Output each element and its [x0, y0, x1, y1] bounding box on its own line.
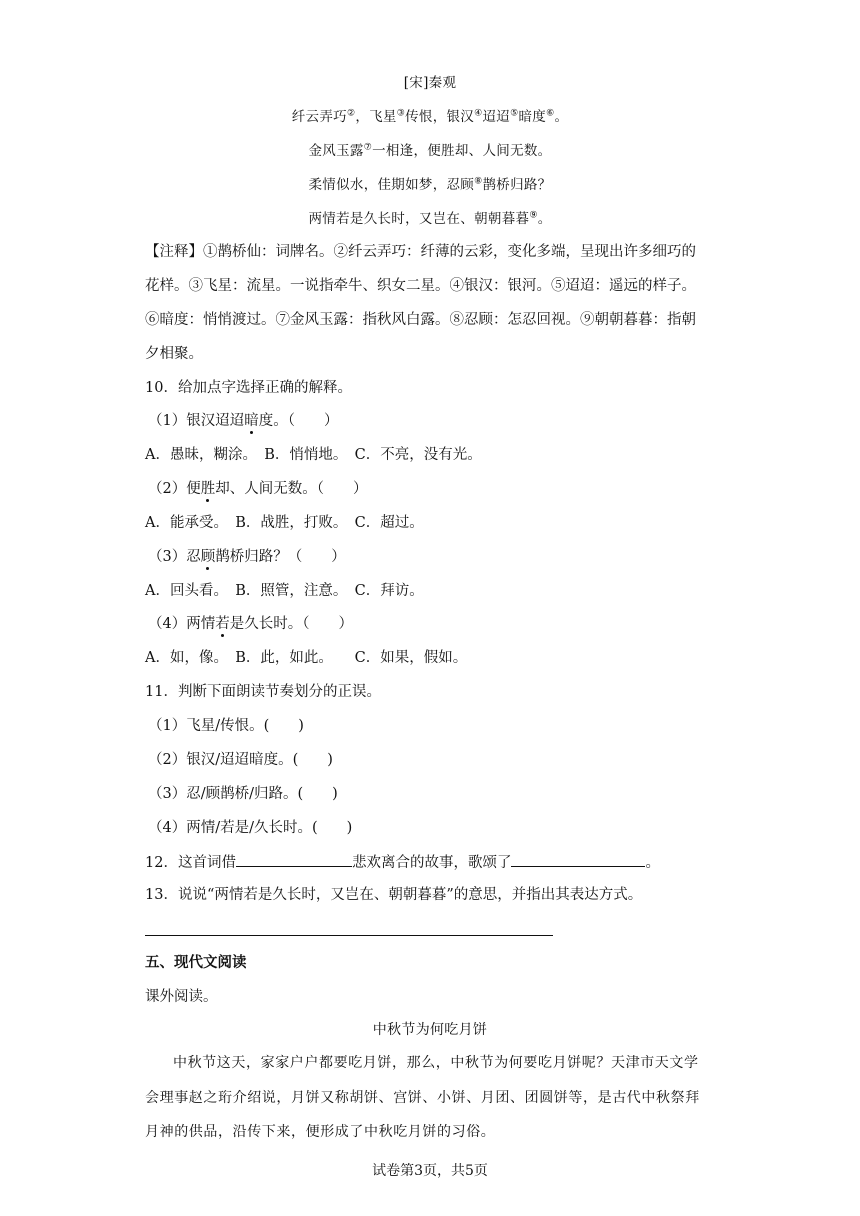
dotted-char: 若 — [215, 616, 230, 632]
dotted-char: 胜 — [200, 481, 216, 497]
question-10-options-1: A．愚昧，糊涂。 B．悄悄地。 C．不亮，没有光。 — [145, 447, 482, 463]
question-10-options-2: A．能承受。 B．战胜，打败。 C．超过。 — [145, 515, 424, 531]
poem-text: 鹊桥归路？ — [482, 177, 552, 193]
notes-line: 夕相聚。 — [145, 346, 203, 362]
question-11-item-4: （4）两情/若是/久长时。( ) — [148, 820, 353, 836]
page-footer: 试卷第3页，共5页 — [372, 1163, 488, 1179]
answer-blank-1[interactable] — [236, 851, 352, 867]
footnote-marker: ④ — [474, 108, 483, 119]
question-11-item-3: （3）忍/顾鹊桥/归路。( ) — [148, 786, 338, 802]
question-13: 13．说说“两情若是久长时，又岂在、朝朝暮暮”的意思，并指出其表达方式。 — [145, 887, 643, 903]
footnote-marker: ⑧ — [474, 176, 483, 187]
article-paragraph-line: 中秋节这天，家家户户都要吃月饼，那么，中秋节为何要吃月饼呢？天津市天文学 — [173, 1055, 699, 1071]
question-10-item-3: （3）忍顾鹊桥归路？（ ） — [148, 549, 346, 565]
poem-text: 金风玉露 — [308, 143, 364, 159]
question-10-item-2: （2）便胜却、人间无数。（ ） — [148, 481, 368, 497]
poem-text: 两情若是久长时，又岂在、朝朝暮暮 — [308, 211, 530, 227]
question-12: 12．这首词借 悲欢离合的故事，歌颂了 。 — [145, 851, 660, 873]
question-10-title: 10．给加点字选择正确的解释。 — [145, 380, 352, 396]
article-paragraph-line: 会理事赵之珩介绍说，月饼又称胡饼、宫饼、小饼、月团、团圆饼等，是古代中秋祭拜 — [145, 1090, 700, 1106]
poem-text: 传恨，银汉 — [405, 109, 475, 125]
notes-line: ⑥暗度：悄悄渡过。⑦金风玉露：指秋风白露。⑧忍顾：怎忍回视。⑨朝朝暮暮：指朝 — [145, 312, 696, 328]
poem-line-3 — [0, 175, 860, 195]
dotted-char: 顾 — [200, 549, 216, 565]
question-10-item-4: （4）两情若是久长时。（ ） — [148, 616, 353, 632]
poem-text: 柔情似水，佳期如梦，忍顾 — [308, 177, 475, 193]
poem-text: 迢迢 — [482, 109, 511, 125]
answer-line[interactable] — [145, 935, 553, 936]
question-11-title: 11．判断下面朗读节奏划分的正误。 — [145, 684, 381, 700]
poem-text: 纤云弄巧 — [291, 109, 347, 125]
poem-line-4 — [0, 209, 860, 229]
poem-line-1 — [0, 107, 860, 127]
question-10-options-3: A．回头看。 B．照管，注意。 C．拜访。 — [145, 583, 424, 599]
footnote-marker: ⑨ — [529, 210, 538, 221]
footnote-marker: ② — [346, 108, 356, 119]
answer-blank-2[interactable] — [511, 851, 645, 867]
footnote-marker: ⑤ — [510, 108, 519, 119]
footnote-marker: ③ — [396, 108, 406, 119]
poem-text: 。 — [554, 109, 569, 125]
question-10-options-4: A．如，像。 B．此，如此。 C．如果，假如。 — [145, 650, 468, 666]
dotted-char: 暗 — [244, 413, 259, 429]
question-10-item-1: （1）银汉迢迢暗度。（ ） — [148, 413, 339, 429]
poem-text: 一相逢，便胜却、人间无数。 — [372, 143, 552, 159]
notes-line: 【注释】①鹊桥仙：词牌名。②纤云弄巧：纤薄的云彩，变化多端，呈现出许多细巧的 — [145, 244, 696, 260]
poem-author: [宋]秦观 — [403, 75, 457, 91]
poem-text: ，飞星 — [355, 109, 397, 125]
poem-text: 暗度 — [518, 109, 547, 125]
notes-line: 花样。③飞星：流星。一说指牵牛、织女二星。④银汉：银河。⑤迢迢：遥远的样子。 — [145, 278, 696, 294]
footnote-marker: ⑥ — [546, 108, 555, 119]
poem-text: 。 — [537, 211, 552, 227]
article-paragraph-line: 月神的供品，沿传下来，便形成了中秋吃月饼的习俗。 — [145, 1124, 496, 1140]
section-intro: 课外阅读。 — [145, 989, 218, 1005]
footnote-marker: ⑦ — [363, 142, 373, 153]
poem-line-2 — [0, 141, 860, 161]
section-heading: 五、现代文阅读 — [145, 954, 247, 971]
question-11-item-1: （1）飞星/传恨。( ) — [148, 718, 304, 734]
question-11-item-2: （2）银汉/迢迢暗度。( ) — [148, 752, 333, 768]
article-title: 中秋节为何吃月饼 — [372, 1022, 488, 1038]
